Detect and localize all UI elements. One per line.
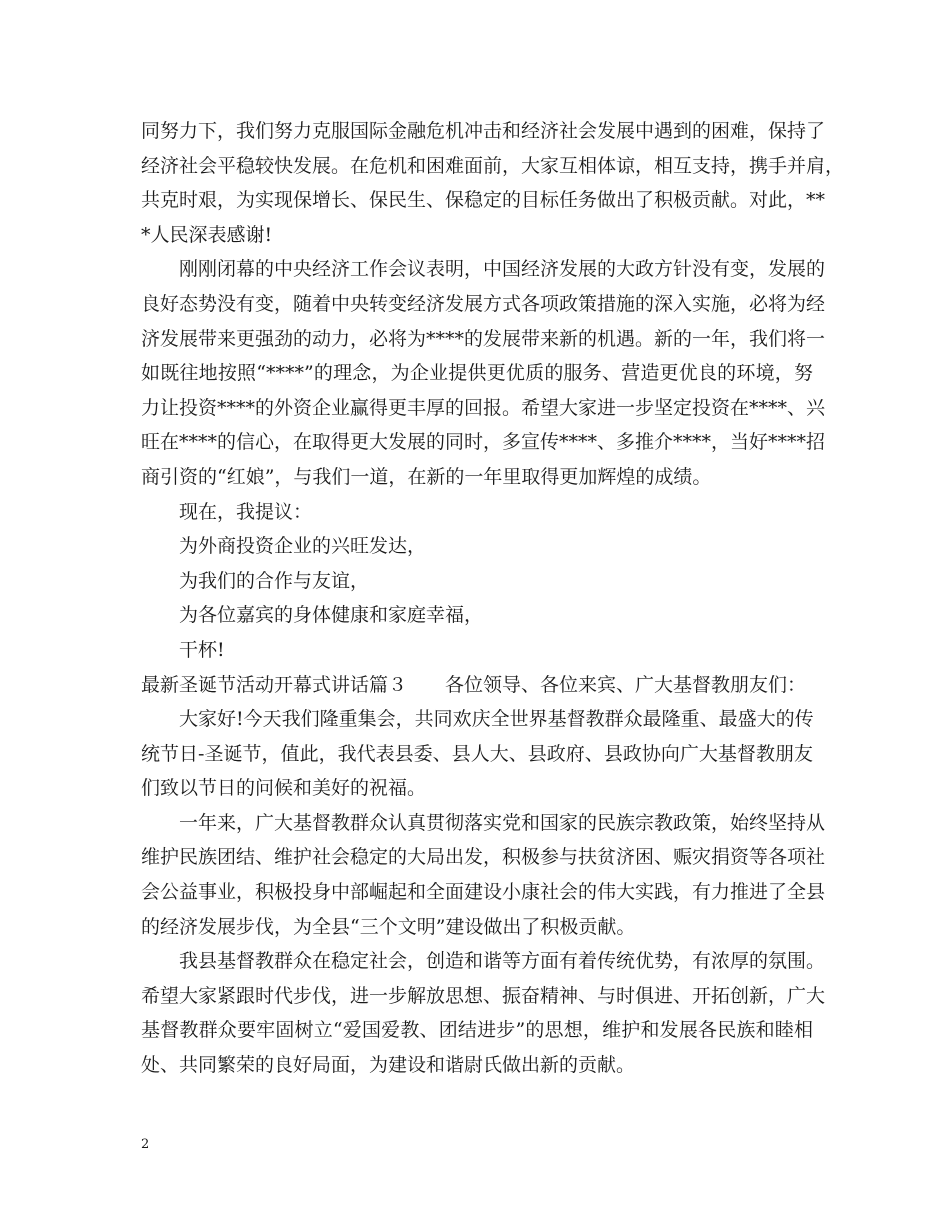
text-line: 维护民族团结、维护社会稳定的大局出发，积极参与扶贫济困、赈灾捐资等各项社: [141, 846, 826, 869]
text-line: 现在，我提议：: [179, 500, 313, 523]
text-line: 济发展带来更强劲的动力，必将为****的发展带来新的机遇。新的一年，我们将一: [141, 327, 826, 350]
text-line: 共克时艰，为实现保增长、保民生、保稳定的目标任务做出了积极贡献。对此，**: [141, 189, 826, 212]
text-line: 为外商投资企业的兴旺发达，: [179, 535, 427, 558]
text-line: 旺在****的信心，在取得更大发展的同时，多宣传****、多推介****，当好****招: [141, 431, 826, 454]
text-line: 最新圣诞节活动开幕式讲话篇３ 各位领导、各位来宾、广大基督教朋友们：: [141, 673, 807, 696]
text-line: 刚刚闭幕的中央经济工作会议表明，中国经济发展的大政方针没有变，发展的: [179, 258, 826, 281]
text-line: 一年来，广大基督教群众认真贯彻落实党和国家的民族宗教政策，始终坚持从: [179, 811, 826, 834]
text-line: 希望大家紧跟时代步伐，进一步解放思想、振奋精神、与时俱进、开拓创新，广大: [141, 984, 826, 1007]
text-line: 的经济发展步伐，为全县“三个文明”建设做出了积极贡献。: [141, 915, 636, 938]
text-line: 干杯!: [179, 638, 225, 661]
text-line: 良好态势没有变，随着中央转变经济发展方式各项政策措施的深入实施，必将为经: [141, 292, 826, 315]
page-number: 2: [141, 1137, 150, 1152]
text-line: 大家好!今天我们隆重集会，共同欢庆全世界基督教群众最隆重、最盛大的传: [179, 708, 814, 731]
text-line: 商引资的“红娘”，与我们一道，在新的一年里取得更加辉煌的成绩。: [141, 465, 712, 488]
text-line: 们致以节日的问候和美好的祝福。: [141, 777, 427, 800]
text-line: 会公益事业，积极投身中部崛起和全面建设小康社会的伟大实践，有力推进了全县: [141, 881, 826, 904]
text-line: 我县基督教群众在稳定社会，创造和谐等方面有着传统优势，有浓厚的氛围。: [179, 950, 826, 973]
text-line: 基督教群众要牢固树立“爱国爱教、团结进步”的思想，维护和发展各民族和睦相: [141, 1019, 813, 1042]
text-line: 经济社会平稳较快发展。在危机和困难面前，大家互相体谅，相互支持，携手并肩，: [141, 154, 845, 177]
text-line: 如既往地按照“****”的理念，为企业提供更优质的服务、营造更优良的环境，努: [141, 362, 813, 385]
text-line: 为各位嘉宾的身体健康和家庭幸福，: [179, 604, 484, 627]
text-line: 统节日-圣诞节，值此，我代表县委、县人大、县政府、县政协向广大基督教朋友: [141, 742, 813, 765]
body-text: [141, 114, 845, 1083]
text-line: 为我们的合作与友谊，: [179, 569, 370, 592]
text-line: 处、共同繁荣的良好局面，为建设和谐尉氏做出新的贡献。: [141, 1054, 636, 1077]
text-line: *人民深表感谢!: [141, 223, 273, 246]
text-line: 同努力下，我们努力克服国际金融危机冲击和经济社会发展中遇到的困难，保持了: [141, 120, 826, 142]
text-line: 力让投资****的外资企业赢得更丰厚的回报。希望大家进一步坚定投资在****、兴: [141, 396, 826, 419]
